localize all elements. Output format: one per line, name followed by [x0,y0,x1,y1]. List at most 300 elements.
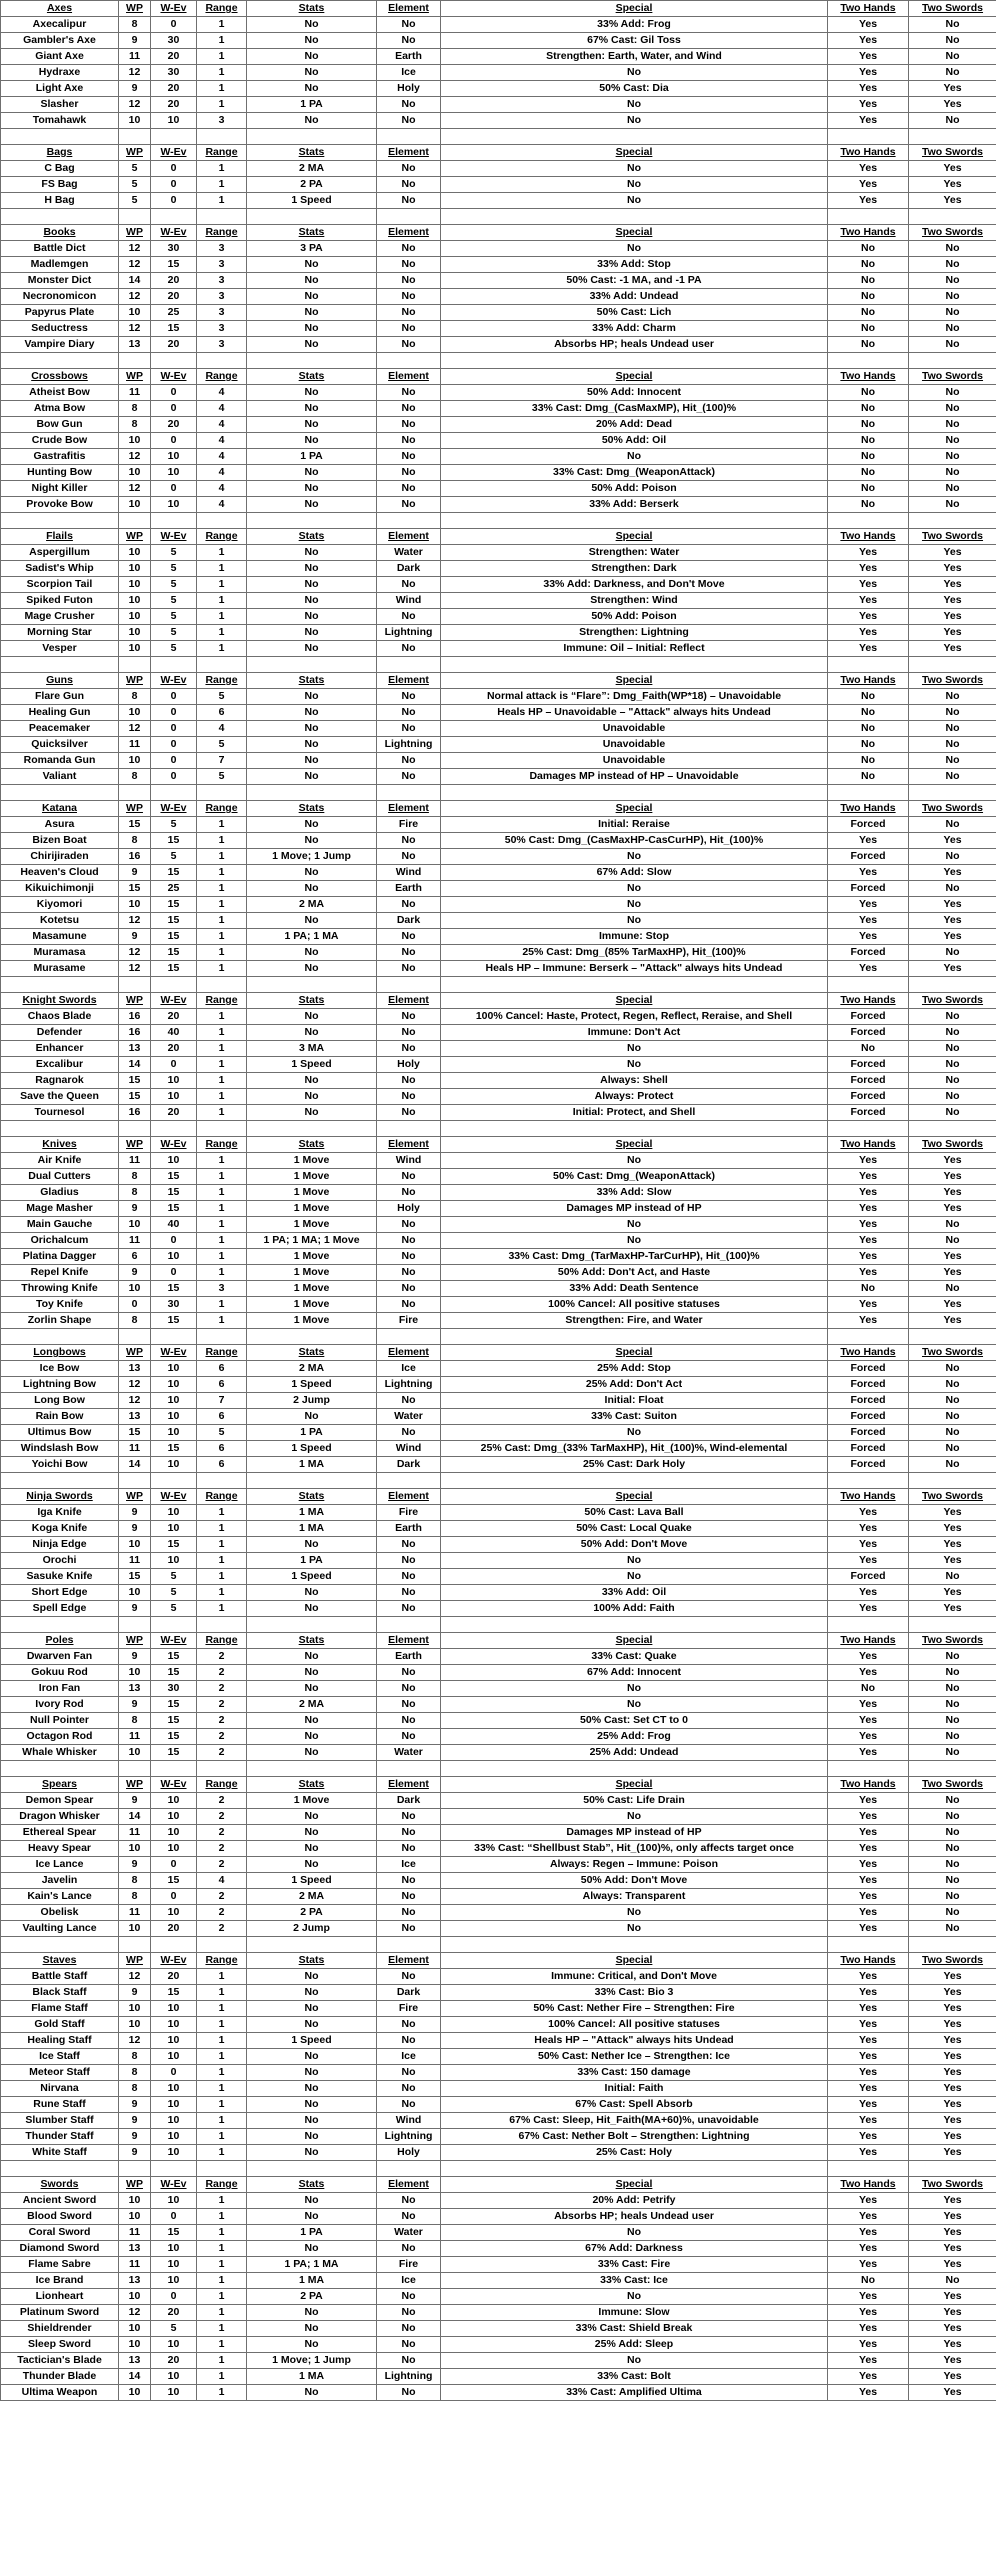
range-cell: 1 [197,2033,247,2049]
column-header-element: Element [377,801,441,817]
two-hands-cell: Yes [828,1217,909,1233]
stats-cell: No [247,1009,377,1025]
weapon-name-cell: Main Gauche [1,1217,119,1233]
special-cell: 67% Cast: Nether Bolt – Strengthen: Lightning [441,2129,828,2145]
range-cell: 4 [197,417,247,433]
wp-cell: 10 [119,2385,151,2401]
stats-cell: 1 Move [247,1249,377,1265]
range-cell: 1 [197,2081,247,2097]
spacer-cell [1,1473,119,1489]
element-cell: No [377,1169,441,1185]
weapon-name-cell: Long Bow [1,1393,119,1409]
weapon-name-cell: Ivory Rod [1,1697,119,1713]
special-cell: No [441,1553,828,1569]
wp-cell: 12 [119,449,151,465]
stats-cell: 2 Jump [247,1393,377,1409]
wp-cell: 11 [119,2257,151,2273]
column-header-stats: Stats [247,673,377,689]
stats-cell: No [247,1825,377,1841]
table-row [1,1665,996,1681]
stats-cell: No [247,1089,377,1105]
special-cell: No [441,1921,828,1937]
two-hands-cell: No [828,1041,909,1057]
wp-cell: 12 [119,2305,151,2321]
weapon-name-cell: Flame Sabre [1,2257,119,2273]
section-title: Crossbows [1,369,119,385]
two-hands-cell: Yes [828,1233,909,1249]
weapon-name-cell: Platinum Sword [1,2305,119,2321]
table-row [1,1841,996,1857]
section-header-row [1,1953,996,1969]
two-swords-cell: No [909,1025,996,1041]
element-cell: Lightning [377,1377,441,1393]
weapon-name-cell: Excalibur [1,1057,119,1073]
wp-cell: 5 [119,177,151,193]
w-ev-cell: 5 [151,1569,197,1585]
range-cell: 1 [197,193,247,209]
stats-cell: 1 Move [247,1169,377,1185]
element-cell: No [377,1697,441,1713]
weapon-name-cell: Defender [1,1025,119,1041]
w-ev-cell: 5 [151,641,197,657]
wp-cell: 10 [119,433,151,449]
special-cell: No [441,881,828,897]
spacer-cell [828,1937,909,1953]
element-cell: No [377,769,441,785]
range-cell: 1 [197,2049,247,2065]
stats-cell: 1 Speed [247,2033,377,2049]
two-swords-cell: No [909,33,996,49]
two-hands-cell: Yes [828,2305,909,2321]
special-cell: 25% Add: Don't Act [441,1377,828,1393]
stats-cell: No [247,2305,377,2321]
wp-cell: 14 [119,2369,151,2385]
wp-cell: 12 [119,65,151,81]
weapon-name-cell: Ice Bow [1,1361,119,1377]
special-cell: No [441,177,828,193]
table-row [1,1985,996,2001]
w-ev-cell: 20 [151,1041,197,1057]
wp-cell: 14 [119,1809,151,1825]
stats-cell: 1 MA [247,1521,377,1537]
range-cell: 1 [197,1185,247,1201]
range-cell: 2 [197,1697,247,1713]
wp-cell: 8 [119,1185,151,1201]
weapon-name-cell: Tournesol [1,1105,119,1121]
two-swords-cell: Yes [909,2145,996,2161]
range-cell: 4 [197,465,247,481]
stats-cell: No [247,1601,377,1617]
range-cell: 1 [197,17,247,33]
two-hands-cell: Yes [828,1601,909,1617]
range-cell: 4 [197,721,247,737]
column-header-w-ev: W-Ev [151,993,197,1009]
two-hands-cell: Yes [828,65,909,81]
element-cell: No [377,1585,441,1601]
two-swords-cell: Yes [909,2337,996,2353]
range-cell: 1 [197,2193,247,2209]
wp-cell: 10 [119,561,151,577]
two-swords-cell: No [909,1905,996,1921]
two-hands-cell: No [828,449,909,465]
spacer-cell [247,129,377,145]
two-hands-cell: No [828,769,909,785]
two-hands-cell: Forced [828,817,909,833]
stats-cell: No [247,465,377,481]
two-swords-cell: No [909,1425,996,1441]
w-ev-cell: 5 [151,1585,197,1601]
element-cell: Dark [377,1985,441,2001]
column-header-range: Range [197,1489,247,1505]
w-ev-cell: 5 [151,2321,197,2337]
stats-cell: No [247,385,377,401]
two-hands-cell: Forced [828,1441,909,1457]
spacer-cell [247,353,377,369]
weapon-name-cell: H Bag [1,193,119,209]
weapon-name-cell: Ethereal Spear [1,1825,119,1841]
two-swords-cell: Yes [909,177,996,193]
spacer-cell [1,513,119,529]
element-cell: Holy [377,1057,441,1073]
element-cell: No [377,1729,441,1745]
two-swords-cell: Yes [909,2257,996,2273]
table-row [1,385,996,401]
stats-cell: 1 Move [247,1217,377,1233]
element-cell: No [377,113,441,129]
weapon-name-cell: Slumber Staff [1,2113,119,2129]
two-swords-cell: Yes [909,1297,996,1313]
w-ev-cell: 30 [151,1297,197,1313]
column-header-wp: WP [119,673,151,689]
range-cell: 1 [197,2385,247,2401]
two-swords-cell: No [909,1889,996,1905]
two-swords-cell: No [909,737,996,753]
w-ev-cell: 10 [151,1089,197,1105]
wp-cell: 11 [119,737,151,753]
range-cell: 1 [197,1153,247,1169]
spacer-cell [828,1617,909,1633]
range-cell: 1 [197,561,247,577]
special-cell: Strengthen: Water [441,545,828,561]
two-swords-cell: No [909,1393,996,1409]
range-cell: 1 [197,545,247,561]
special-cell: 25% Cast: Dark Holy [441,1457,828,1473]
table-row [1,17,996,33]
special-cell: 20% Add: Petrify [441,2193,828,2209]
element-cell: No [377,433,441,449]
two-hands-cell: No [828,273,909,289]
two-swords-cell: No [909,257,996,273]
wp-cell: 10 [119,593,151,609]
column-header-special: Special [441,1137,828,1153]
column-header-range: Range [197,529,247,545]
column-header-two-swords: Two Swords [909,2177,996,2193]
two-swords-cell: Yes [909,2065,996,2081]
spacer-cell [119,209,151,225]
section-title: Knives [1,1137,119,1153]
stats-cell: No [247,113,377,129]
table-row [1,1793,996,1809]
column-header-stats: Stats [247,993,377,1009]
weapon-name-cell: Papyrus Plate [1,305,119,321]
column-header-two-swords: Two Swords [909,529,996,545]
special-cell: Unavoidable [441,753,828,769]
column-header-element: Element [377,1633,441,1649]
wp-cell: 9 [119,1793,151,1809]
weapon-name-cell: Whale Whisker [1,1745,119,1761]
two-hands-cell: Yes [828,2353,909,2369]
weapon-name-cell: Atheist Bow [1,385,119,401]
range-cell: 2 [197,1809,247,1825]
wp-cell: 11 [119,1553,151,1569]
weapon-name-cell: Kiyomori [1,897,119,913]
element-cell: No [377,465,441,481]
wp-cell: 11 [119,1153,151,1169]
weapon-name-cell: White Staff [1,2145,119,2161]
w-ev-cell: 5 [151,1601,197,1617]
special-cell: No [441,449,828,465]
spacer-cell [441,977,828,993]
weapon-name-cell: Short Edge [1,1585,119,1601]
spacer-cell [1,1329,119,1345]
two-swords-cell: Yes [909,929,996,945]
special-cell: 67% Cast: Gil Toss [441,33,828,49]
w-ev-cell: 10 [151,2017,197,2033]
special-cell: 33% Add: Undead [441,289,828,305]
two-swords-cell: No [909,881,996,897]
weapon-name-cell: Kotetsu [1,913,119,929]
range-cell: 3 [197,113,247,129]
w-ev-cell: 0 [151,17,197,33]
two-swords-cell: Yes [909,2289,996,2305]
two-swords-cell: Yes [909,193,996,209]
spacer-cell [247,1473,377,1489]
element-cell: Lightning [377,2129,441,2145]
special-cell: Initial: Protect, and Shell [441,1105,828,1121]
w-ev-cell: 10 [151,1793,197,1809]
section-title: Swords [1,2177,119,2193]
weapon-name-cell: Slasher [1,97,119,113]
stats-cell: 1 Speed [247,193,377,209]
wp-cell: 12 [119,913,151,929]
spacer-cell [247,209,377,225]
table-row [1,897,996,913]
two-hands-cell: Yes [828,2049,909,2065]
spacer-cell [909,977,996,993]
element-cell: No [377,641,441,657]
wp-cell: 9 [119,2113,151,2129]
w-ev-cell: 15 [151,1537,197,1553]
weapon-name-cell: Crude Bow [1,433,119,449]
table-row [1,1713,996,1729]
table-row [1,1265,996,1281]
wp-cell: 9 [119,2097,151,2113]
weapon-name-cell: Sasuke Knife [1,1569,119,1585]
column-header-element: Element [377,225,441,241]
two-swords-cell: Yes [909,2097,996,2113]
range-cell: 3 [197,257,247,273]
table-row [1,689,996,705]
w-ev-cell: 25 [151,881,197,897]
range-cell: 1 [197,2369,247,2385]
two-swords-cell: Yes [909,913,996,929]
element-cell: No [377,481,441,497]
two-hands-cell: Yes [828,2321,909,2337]
weapon-name-cell: Orochi [1,1553,119,1569]
special-cell: Strengthen: Lightning [441,625,828,641]
w-ev-cell: 10 [151,1361,197,1377]
spacer-row [1,353,996,369]
wp-cell: 10 [119,577,151,593]
range-cell: 1 [197,1601,247,1617]
two-swords-cell: No [909,689,996,705]
column-header-wp: WP [119,2177,151,2193]
w-ev-cell: 15 [151,929,197,945]
two-hands-cell: Yes [828,2369,909,2385]
special-cell: 33% Cast: Dmg_(CasMaxMP), Hit_(100)% [441,401,828,417]
section-header-row [1,529,996,545]
stats-cell: No [247,305,377,321]
wp-cell: 10 [119,1281,151,1297]
w-ev-cell: 0 [151,193,197,209]
weapon-name-cell: Octagon Rod [1,1729,119,1745]
w-ev-cell: 10 [151,1521,197,1537]
w-ev-cell: 30 [151,1681,197,1697]
weapon-name-cell: Thunder Blade [1,2369,119,2385]
two-hands-cell: Yes [828,577,909,593]
w-ev-cell: 0 [151,1233,197,1249]
two-swords-cell: No [909,721,996,737]
spacer-cell [119,1937,151,1953]
column-header-range: Range [197,993,247,1009]
two-hands-cell: Yes [828,1185,909,1201]
column-header-range: Range [197,1,247,17]
element-cell: No [377,2385,441,2401]
two-swords-cell: No [909,241,996,257]
wp-cell: 13 [119,2241,151,2257]
range-cell: 3 [197,1281,247,1297]
wp-cell: 10 [119,1665,151,1681]
element-cell: No [377,1905,441,1921]
w-ev-cell: 15 [151,1441,197,1457]
two-hands-cell: Yes [828,1297,909,1313]
two-hands-cell: Yes [828,49,909,65]
two-hands-cell: Yes [828,2257,909,2273]
two-swords-cell: Yes [909,1265,996,1281]
table-row [1,1809,996,1825]
w-ev-cell: 10 [151,2193,197,2209]
column-header-two-swords: Two Swords [909,145,996,161]
spacer-cell [151,209,197,225]
weapon-name-cell: Toy Knife [1,1297,119,1313]
table-row [1,1537,996,1553]
spacer-cell [197,209,247,225]
range-cell: 1 [197,2321,247,2337]
weapon-name-cell: Gladius [1,1185,119,1201]
range-cell: 1 [197,49,247,65]
two-hands-cell: Yes [828,1553,909,1569]
column-header-two-hands: Two Hands [828,529,909,545]
stats-cell: No [247,961,377,977]
two-hands-cell: Yes [828,1697,909,1713]
range-cell: 2 [197,1681,247,1697]
w-ev-cell: 10 [151,113,197,129]
element-cell: Dark [377,1457,441,1473]
spacer-cell [377,1329,441,1345]
weapon-name-cell: Healing Gun [1,705,119,721]
wp-cell: 10 [119,1921,151,1937]
w-ev-cell: 10 [151,1505,197,1521]
w-ev-cell: 15 [151,913,197,929]
column-header-special: Special [441,801,828,817]
wp-cell: 12 [119,1969,151,1985]
special-cell: Immune: Slow [441,2305,828,2321]
column-header-stats: Stats [247,145,377,161]
wp-cell: 12 [119,241,151,257]
range-cell: 4 [197,1873,247,1889]
two-hands-cell: Yes [828,1873,909,1889]
table-row [1,1233,996,1249]
stats-cell: 2 PA [247,1905,377,1921]
two-hands-cell: Yes [828,2225,909,2241]
two-swords-cell: Yes [909,577,996,593]
column-header-element: Element [377,369,441,385]
table-row [1,1889,996,1905]
weapon-name-cell: Monster Dict [1,273,119,289]
element-cell: No [377,2241,441,2257]
column-header-element: Element [377,1777,441,1793]
column-header-two-hands: Two Hands [828,1633,909,1649]
weapon-name-cell: Sleep Sword [1,2337,119,2353]
wp-cell: 10 [119,1841,151,1857]
table-row [1,97,996,113]
spacer-cell [119,353,151,369]
element-cell: No [377,497,441,513]
special-cell: Strengthen: Wind [441,593,828,609]
w-ev-cell: 30 [151,65,197,81]
range-cell: 6 [197,1457,247,1473]
stats-cell: No [247,609,377,625]
two-hands-cell: Yes [828,177,909,193]
wp-cell: 10 [119,2321,151,2337]
column-header-stats: Stats [247,1633,377,1649]
element-cell: Fire [377,2257,441,2273]
weapon-name-cell: Peacemaker [1,721,119,737]
two-hands-cell: Yes [828,2097,909,2113]
special-cell: 50% Add: Don't Act, and Haste [441,1265,828,1281]
wp-cell: 10 [119,2017,151,2033]
stats-cell: No [247,721,377,737]
wp-cell: 12 [119,257,151,273]
special-cell: 25% Cast: Holy [441,2145,828,2161]
table-row [1,737,996,753]
wp-cell: 9 [119,1505,151,1521]
wp-cell: 14 [119,273,151,289]
column-header-w-ev: W-Ev [151,145,197,161]
table-row [1,2321,996,2337]
w-ev-cell: 10 [151,2033,197,2049]
column-header-stats: Stats [247,1953,377,1969]
range-cell: 1 [197,817,247,833]
two-hands-cell: Yes [828,625,909,641]
element-cell: No [377,417,441,433]
weapon-name-cell: Healing Staff [1,2033,119,2049]
range-cell: 1 [197,1297,247,1313]
spacer-cell [197,353,247,369]
spacer-cell [247,2161,377,2177]
weapon-name-cell: Masamune [1,929,119,945]
two-swords-cell: Yes [909,1313,996,1329]
